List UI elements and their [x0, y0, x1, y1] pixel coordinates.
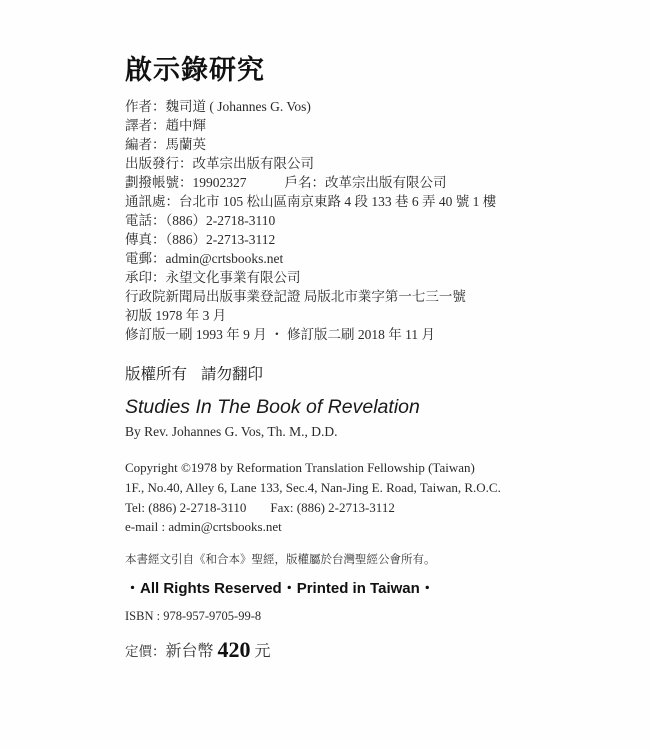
author-line	[125, 99, 311, 115]
price-line	[125, 637, 271, 663]
email-label: 電郵：	[125, 251, 166, 266]
phone-value: （886）2-2718-3110	[165, 213, 276, 228]
price-unit: 元	[254, 641, 271, 660]
fax-en: Fax: (886) 2-2713-3112	[270, 500, 395, 515]
email-en-line[interactable]: e-mail : admin@crtsbooks.net	[125, 519, 282, 534]
fax-line	[125, 232, 275, 248]
author-en: By Rev. Johannes G. Vos, Th. M., D.D.	[125, 424, 338, 439]
postal-account-value: 19902327	[192, 175, 247, 190]
all-rights-reserved: ・All Rights Reserved・Printed in Taiwan・	[125, 580, 435, 597]
publisher-label: 出版發行：	[125, 156, 193, 171]
copyright-line: Copyright ©1978 by Reformation Translation Fellowship (Taiwan)	[125, 460, 475, 475]
no-reprint-zh: 請勿翻印	[201, 365, 264, 383]
fax-label: 傳真：	[125, 232, 166, 247]
postal-account-label: 劃撥帳號：	[125, 175, 193, 190]
author-label: 作者：	[125, 99, 166, 114]
price-value: 420	[217, 637, 251, 662]
revised-edition-value: 修訂版一刷 1993 年 9 月 ・ 修訂版二刷 2018 年 11 月	[125, 327, 435, 342]
translator-line	[125, 118, 206, 134]
address-line	[125, 194, 496, 210]
translator-value: 趙中輝	[165, 118, 206, 133]
address-value: 台北市 105 松山區南京東路 4 段 133 巷 6 弄 40 號 1 樓	[179, 194, 497, 209]
printer-label: 承印：	[125, 270, 166, 285]
editor-value: 馬蘭英	[165, 137, 206, 152]
first-edition-line	[125, 308, 226, 324]
phone-line	[125, 213, 275, 229]
account-name-label: 戶名：	[284, 175, 325, 190]
price-label: 定價：	[125, 644, 166, 660]
printer-line	[125, 270, 301, 286]
registration-value: 行政院新聞局出版事業登記證 局版北市業字第一七三一號	[125, 289, 466, 304]
fax-value: （886）2-2713-3112	[165, 232, 276, 247]
isbn: ISBN : 978-957-9705-99-8	[125, 609, 262, 623]
email-line	[125, 251, 283, 267]
rights-notice-zh	[125, 362, 263, 384]
editor-line	[125, 137, 206, 153]
book-title-en: Studies In The Book of Revelation	[125, 396, 420, 418]
translator-label: 譯者：	[125, 118, 166, 133]
registration-line	[125, 289, 466, 305]
publisher-value: 改革宗出版有限公司	[192, 156, 314, 171]
bible-translation-note: 本書經文引自《和合本》聖經，版權屬於台灣聖經公會所有。	[125, 552, 436, 566]
tel-fax-en-line	[125, 500, 395, 516]
email-value[interactable]: admin@crtsbooks.net	[165, 251, 284, 266]
tel-en: Tel: (886) 2-2718-3110	[125, 500, 247, 515]
rights-reserved-zh: 版權所有	[125, 365, 188, 383]
postal-account-line	[125, 175, 447, 191]
printer-value: 永望文化事業有限公司	[165, 270, 301, 285]
address-en-line: 1F., No.40, Alley 6, Lane 133, Sec.4, Nan-Jing E. Road, Taiwan, R.O.C.	[125, 480, 501, 495]
author-value: 魏司道 ( Johannes G. Vos)	[165, 99, 311, 114]
phone-label: 電話：	[125, 213, 166, 228]
editor-label: 編者：	[125, 137, 166, 152]
price-currency: 新台幣	[165, 641, 214, 660]
first-edition-value: 初版 1978 年 3 月	[125, 308, 227, 323]
revised-edition-line	[125, 327, 435, 343]
publisher-line	[125, 156, 314, 172]
account-name-value: 改革宗出版有限公司	[325, 175, 447, 190]
book-title-zh: 啟示錄研究	[125, 55, 265, 86]
address-label: 通訊處：	[125, 194, 179, 209]
